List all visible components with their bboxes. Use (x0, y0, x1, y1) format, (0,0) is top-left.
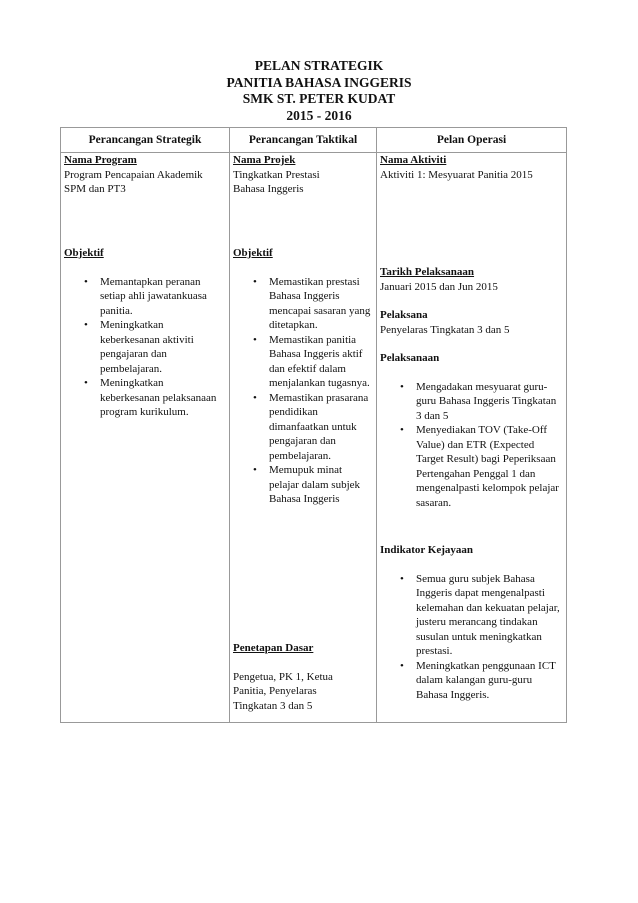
title-line-2: PANITIA BAHASA INGGERIS (226, 74, 412, 90)
cell-operasi (377, 153, 567, 723)
cell-taktikal (230, 153, 377, 723)
list-item: • Menyediakan TOV (Take-Off Value) dan ETR (Expected Target Result) bagi Peperiksaan Pertengahan Penggal 1 dan mengenalpasti kelompok pelajar sasaran. (380, 423, 563, 510)
list-item: • Memupuk minat pelajar dalam subjek Bahasa Inggeris (233, 463, 373, 507)
list-item: • Mengadakan mesyuarat guru-guru Bahasa Inggeris Tingkatan 3 dan 5 (380, 380, 563, 424)
objektif-label-strategik: Objektif (64, 247, 104, 259)
column-header-taktikal: Perancangan Taktikal (230, 128, 377, 153)
table-header-row (61, 128, 567, 153)
aktiviti-label: Nama Aktiviti (380, 154, 447, 166)
list-item: • Memastikan prasarana pendidikan dimanfaatkan untuk pengajaran dan pembelajaran. (233, 391, 373, 464)
objektif-list-strategik (64, 275, 226, 420)
penetapan-label: Penetapan Dasar (233, 642, 314, 654)
program-value: Program Pencapaian Akademik SPM dan PT3 (64, 168, 203, 195)
tarikh-value: Januari 2015 dan Jun 2015 (380, 280, 498, 293)
indikator-list (380, 572, 563, 703)
pelaksanaan-list (380, 380, 563, 511)
list-item: • Memastikan panitia Bahasa Inggeris aktif dan efektif dalam menjalankan tugasnya. (233, 333, 373, 391)
penetapan-value: Pengetua, PK 1, Ketua Panitia, Penyelaras Tingkatan 3 dan 5 (233, 670, 333, 712)
list-item: • Meningkatkan keberkesanan pelaksanaan program kurikulum. (64, 376, 226, 420)
pelaksana-value: Penyelaras Tingkatan 3 dan 5 (380, 323, 510, 336)
tarikh-label: Tarikh Pelaksanaan (380, 266, 475, 278)
indikator-label: Indikator Kejayaan (380, 544, 474, 556)
document-title (0, 58, 638, 124)
objektif-label-taktikal: Objektif (233, 247, 273, 259)
projek-value: Tingkatkan Prestasi Bahasa Inggeris (233, 168, 320, 195)
program-label: Nama Program (64, 154, 137, 166)
objektif-list-taktikal (233, 275, 373, 507)
list-item: • Meningkatkan penggunaan ICT dalam kalangan guru-guru Bahasa Inggeris. (380, 659, 563, 703)
table-body-row (61, 153, 567, 723)
title-line-1: PELAN STRATEGIK (254, 58, 384, 73)
column-header-operasi: Pelan Operasi (377, 128, 567, 153)
column-header-strategik: Perancangan Strategik (61, 128, 230, 153)
list-item: • Memantapkan peranan setiap ahli jawatankuasa panitia. (64, 275, 226, 319)
cell-strategik (61, 153, 230, 723)
list-item: • Meningkatkan keberkesanan aktiviti pengajaran dan pembelajaran. (64, 318, 226, 376)
title-line-4: 2015 - 2016 (286, 107, 352, 123)
pelaksanaan-label: Pelaksanaan (380, 352, 440, 364)
pelaksana-label: Pelaksana (380, 309, 428, 321)
list-item: • Memastikan prestasi Bahasa Inggeris mencapai sasaran yang ditetapkan. (233, 275, 373, 333)
list-item: • Semua guru subjek Bahasa Inggeris dapat mengenalpasti kelemahan dan kekuatan pelajar, justeru merancang tindakan susulan untuk meningkatkan prestasi. (380, 572, 563, 659)
aktiviti-value: Aktiviti 1: Mesyuarat Panitia 2015 (380, 168, 533, 181)
title-line-3: SMK ST. PETER KUDAT (242, 91, 396, 106)
projek-label: Nama Projek (233, 154, 296, 166)
strategic-plan-table (60, 127, 567, 723)
